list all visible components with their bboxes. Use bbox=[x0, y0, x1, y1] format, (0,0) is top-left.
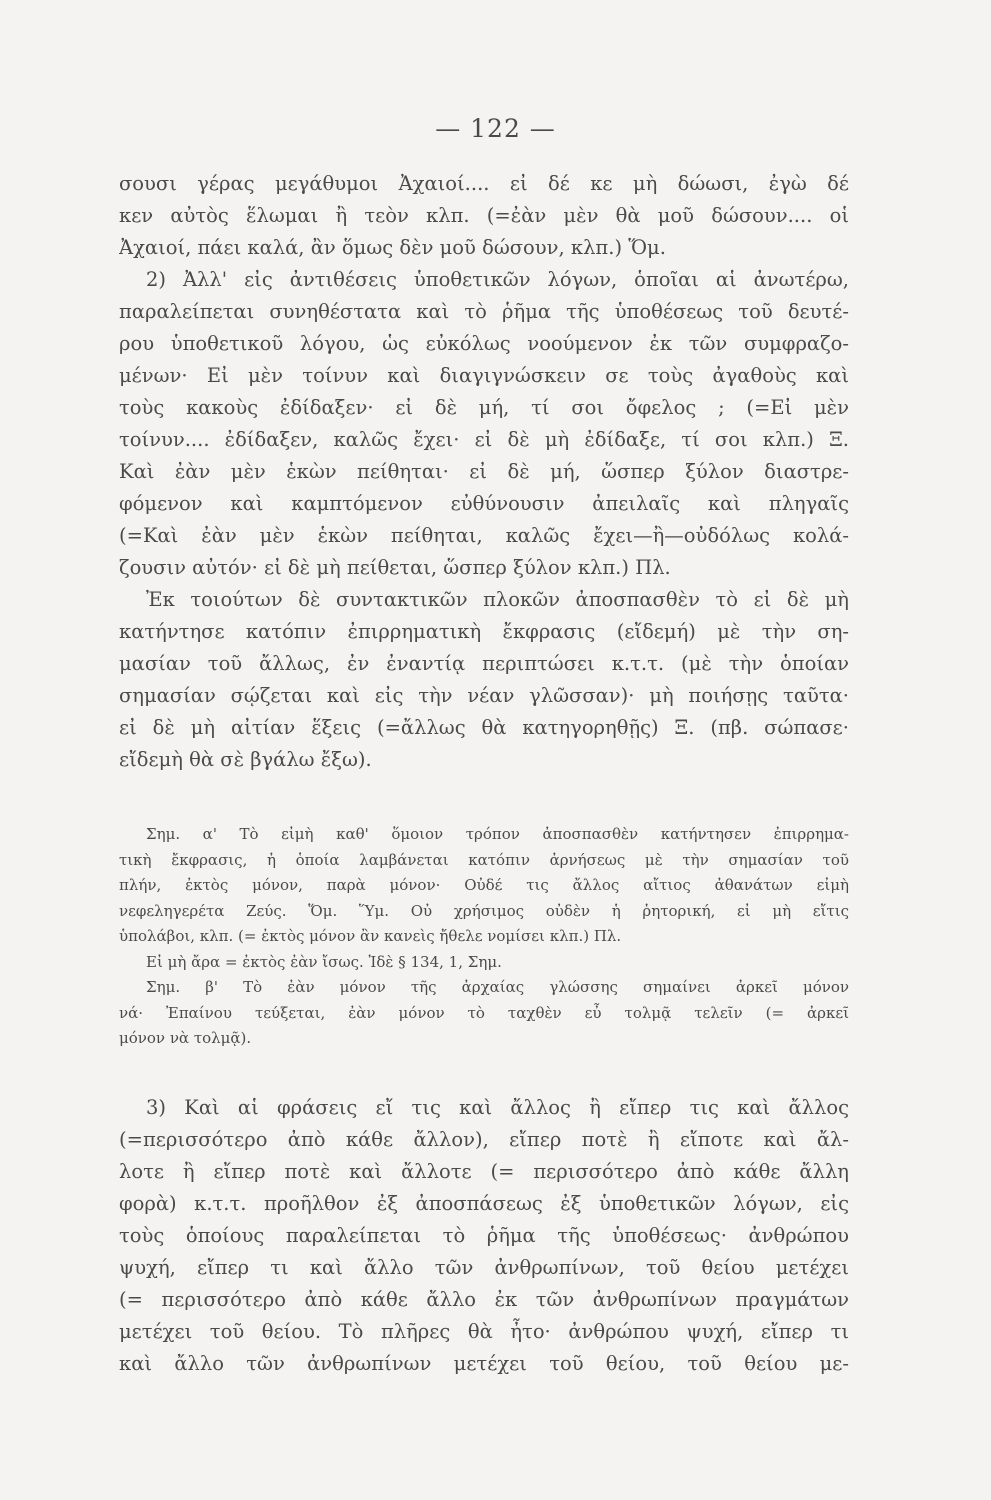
section-3-text bbox=[119, 1092, 849, 1380]
text-line: καὶ ἄλλο τῶν ἀνθρωπίνων μετέχει τοῦ θείου, τοῦ θείου με- bbox=[119, 1352, 849, 1375]
text-line: Ἀχαιοί, πάει καλά, ἂν ὅμως δὲν μοῦ δώσουν, κλπ.) Ὅμ. bbox=[119, 236, 666, 259]
text-line: εἰ δὲ μὴ αἰτίαν ἕξεις (=ἄλλως θὰ κατηγορηθῇς) Ξ. (πβ. σώπασε· bbox=[119, 716, 849, 739]
text-line: Καὶ ἐὰν μὲν ἑκὼν πείθηται· εἰ δὲ μή, ὥσπερ ξύλον διαστρε- bbox=[119, 460, 849, 483]
text-line: κεν αὐτὸς ἕλωμαι ἢ τεὸν κλπ. (=ἐὰν μὲν θὰ μοῦ δώσουν.... οἱ bbox=[119, 204, 849, 227]
text-line: (=περισσότερο ἀπὸ κάθε ἄλλον), εἴπερ ποτὲ ἢ εἴποτε καὶ ἄλ- bbox=[119, 1128, 849, 1151]
note-line: τικὴ ἔκφρασις, ἡ ὁποία λαμβάνεται κατόπιν ἀρνήσεως μὲ τὴν σημασίαν τοῦ bbox=[119, 850, 849, 869]
note-line: Σημ. β' Τὸ ἐὰν μόνον τῆς ἀρχαίας γλώσσης σημαίνει ἀρκεῖ μόνον bbox=[146, 978, 849, 996]
text-line: μετέχει τοῦ θείου. Τὸ πλῆρες θὰ ἦτο· ἀνθρώπου ψυχή, εἴπερ τι bbox=[119, 1320, 849, 1343]
text-line: τοὺς ὁποίους παραλείπεται τὸ ῥῆμα τῆς ὑποθέσεως· ἀνθρώπου bbox=[119, 1224, 849, 1247]
text-line: ψυχή, εἴπερ τι καὶ ἄλλο τῶν ἀνθρωπίνων, τοῦ θείου μετέχει bbox=[119, 1256, 849, 1279]
text-line: μένων· Εἰ μὲν τοίνυν καὶ διαγιγνώσκειν σε τοὺς ἀγαθοὺς καὶ bbox=[119, 364, 849, 387]
text-line: κατήντησε κατόπιν ἐπιρρηματικὴ ἔκφρασις (εἴδεμή) μὲ τὴν ση- bbox=[119, 620, 849, 643]
text-line: παραλείπεται συνηθέστατα καὶ τὸ ῥῆμα τῆς ὑποθέσεως τοῦ δευτέ- bbox=[119, 300, 849, 323]
text-line: 3) Καὶ αἱ φράσεις εἴ τις καὶ ἄλλος ἢ εἴπερ τις καὶ ἄλλος bbox=[146, 1096, 849, 1119]
text-line: σημασίαν σῴζεται καὶ εἰς τὴν νέαν γλῶσσαν)· μὴ ποιήσῃς ταῦτα· bbox=[119, 684, 849, 707]
note-line: μόνον νὰ τολμᾷ). bbox=[119, 1029, 252, 1047]
text-line: Ἐκ τοιούτων δὲ συντακτικῶν πλοκῶν ἀποσπασθὲν τὸ εἰ δὲ μὴ bbox=[146, 588, 849, 611]
notes-section bbox=[119, 822, 849, 1052]
page-number: — 122 — bbox=[435, 114, 556, 143]
note-line: νεφεληγερέτα Ζεύς. Ὅμ. Ὕμ. Οὐ χρήσιμος οὐδὲν ἡ ῥητορική, εἰ μὴ εἴτις bbox=[119, 901, 849, 920]
text-line: (=Καὶ ἐὰν μὲν ἑκὼν πείθηται, καλῶς ἔχει—ἢ—οὐδόλως κολά- bbox=[119, 524, 849, 547]
text-line: τοίνυν.... ἐδίδαξεν, καλῶς ἔχει· εἰ δὲ μὴ ἐδίδαξε, τί σοι κλπ.) Ξ. bbox=[119, 428, 849, 451]
text-line: λοτε ἢ εἴπερ ποτὲ καὶ ἄλλοτε (= περισσότερο ἀπὸ κάθε ἄλλη bbox=[119, 1160, 849, 1183]
text-line: 2) Ἀλλ' εἰς ἀντιθέσεις ὑποθετικῶν λόγων, ὁποῖαι αἱ ἀνωτέρω, bbox=[146, 268, 849, 291]
note-line: ὑπολάβοι, κλπ. (= ἐκτὸς μόνον ἂν κανεὶς ἤθελε νομίσει κλπ.) Πλ. bbox=[119, 927, 622, 945]
text-line: εἴδεμὴ θὰ σὲ βγάλω ἔξω). bbox=[119, 748, 372, 771]
main-text bbox=[119, 168, 849, 776]
text-line: ρου ὑποθετικοῦ λόγου, ὡς εὐκόλως νοούμενον ἐκ τῶν συμφραζο- bbox=[119, 332, 849, 355]
text-line: ζουσιν αὐτόν· εἰ δὲ μὴ πείθεται, ὥσπερ ξύλον κλπ.) Πλ. bbox=[119, 556, 671, 579]
note-line: Σημ. α' Τὸ εἰμὴ καθ' ὅμοιον τρόπον ἀποσπασθὲν κατήντησεν ἐπιρρημα- bbox=[146, 825, 849, 843]
text-line: φορὰ) κ.τ.τ. προῆλθον ἐξ ἀποσπάσεως ἐξ ὑποθετικῶν λόγων, εἰς bbox=[119, 1192, 849, 1215]
note-line: πλήν, ἐκτὸς μόνον, παρὰ μόνον· Οὐδέ τις ἄλλος αἴτιος ἀθανάτων εἰμὴ bbox=[119, 876, 849, 894]
text-line: τοὺς κακοὺς ἐδίδαξεν· εἰ δὲ μή, τί σοι ὄφελος ; (=Εἰ μὲν bbox=[119, 396, 849, 419]
note-line: νά· Ἐπαίνου τεύξεται, ἐὰν μόνον τὸ ταχθὲν εὖ τολμᾷ τελεῖν (= ἀρκεῖ bbox=[119, 1003, 849, 1022]
text-line: μασίαν τοῦ ἄλλως, ἐν ἐναντίᾳ περιπτώσει κ.τ.τ. (μὲ τὴν ὁποίαν bbox=[119, 652, 849, 675]
note-line: Εἰ μὴ ἄρα = ἐκτὸς ἐὰν ἴσως. Ἰδὲ § 134, 1, Σημ. bbox=[146, 952, 502, 971]
text-line: (= περισσότερο ἀπὸ κάθε ἄλλο ἐκ τῶν ἀνθρωπίνων πραγμάτων bbox=[119, 1288, 849, 1311]
text-line: σουσι γέρας μεγάθυμοι Ἀχαιοί.... εἰ δέ κε μὴ δώωσι, ἐγὼ δέ bbox=[119, 172, 849, 195]
text-line: φόμενον καὶ καμπτόμενον εὐθύνουσιν ἀπειλαῖς καὶ πληγαῖς bbox=[119, 492, 849, 515]
